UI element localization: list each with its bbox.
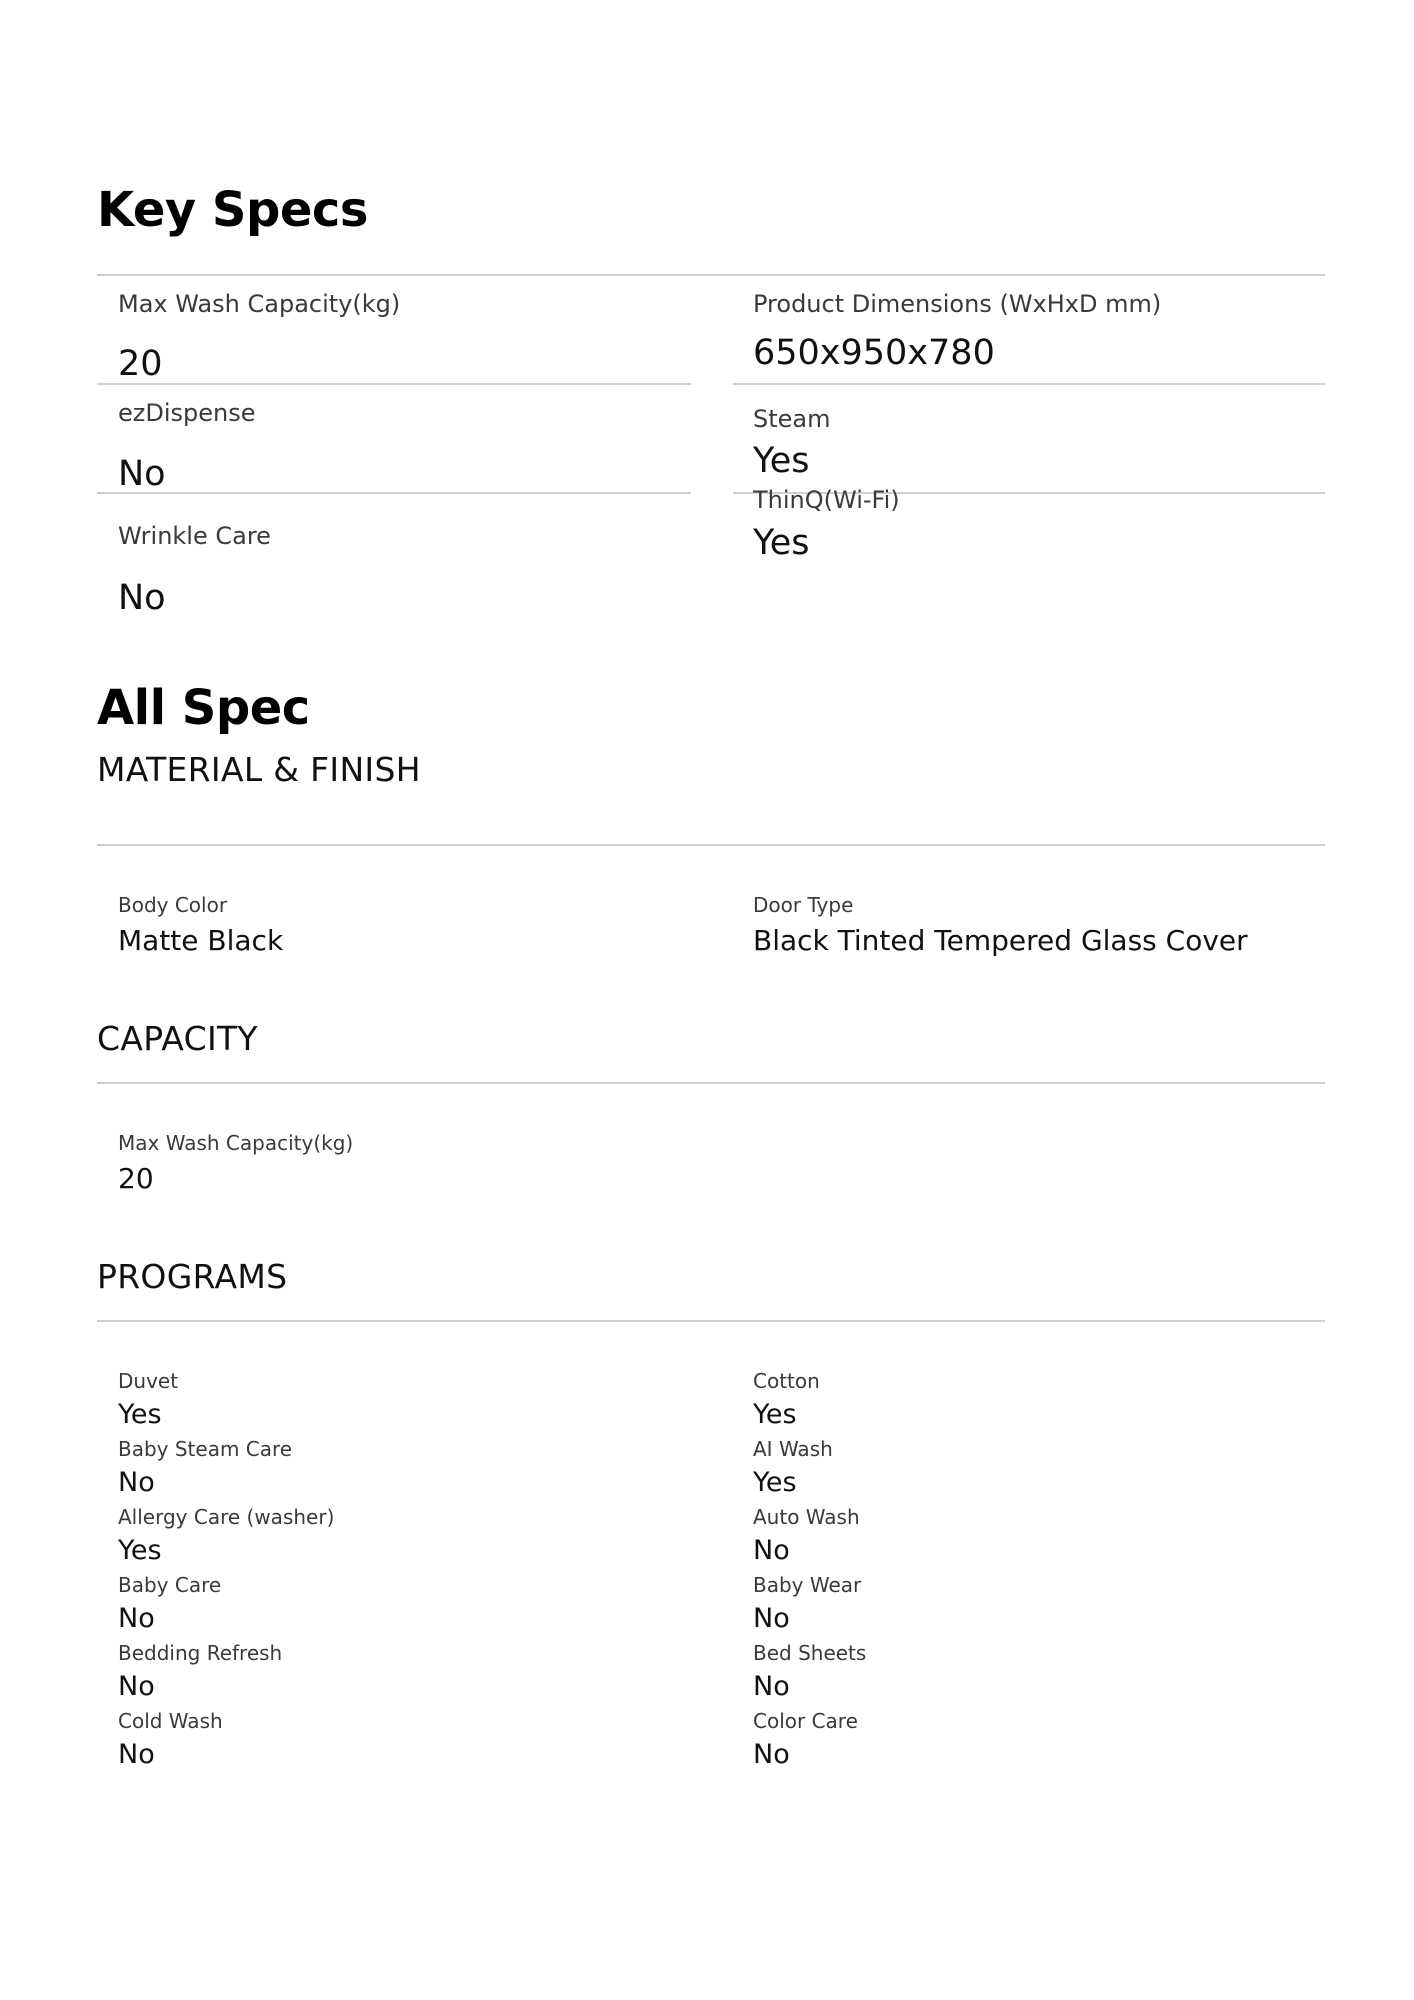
- spec-value-auto-wash: No: [753, 1535, 790, 1566]
- section-title-programs: PROGRAMS: [97, 1257, 288, 1296]
- divider: [733, 383, 1325, 385]
- spec-value-max-wash-capacity: 20: [118, 1162, 154, 1195]
- all-spec-title: All Spec: [97, 680, 310, 736]
- spec-value-baby-care: No: [118, 1603, 155, 1634]
- divider: [97, 844, 1325, 846]
- spec-value-door-type: Black Tinted Tempered Glass Cover: [753, 924, 1248, 957]
- spec-value-baby-wear: No: [753, 1603, 790, 1634]
- spec-value-thinq-wifi: Yes: [753, 523, 810, 563]
- spec-label-body-color: Body Color: [118, 893, 228, 917]
- spec-value-cold-wash: No: [118, 1739, 155, 1770]
- spec-value-color-care: No: [753, 1739, 790, 1770]
- section-title-material-finish: MATERIAL & FINISH: [97, 750, 421, 789]
- spec-value-ai-wash: Yes: [753, 1467, 797, 1498]
- spec-value-wrinkle-care: No: [118, 578, 166, 618]
- spec-label-wrinkle-care: Wrinkle Care: [118, 522, 271, 550]
- spec-label-thinq-wifi: ThinQ(Wi-Fi): [753, 486, 900, 514]
- divider: [97, 274, 1325, 276]
- spec-value-max-wash-capacity: 20: [118, 344, 163, 384]
- spec-value-cotton: Yes: [753, 1399, 797, 1430]
- spec-value-duvet: Yes: [118, 1399, 162, 1430]
- spec-value-baby-steam-care: No: [118, 1467, 155, 1498]
- spec-label-max-wash-capacity: Max Wash Capacity(kg): [118, 1131, 354, 1155]
- divider: [97, 383, 691, 385]
- spec-label-auto-wash: Auto Wash: [753, 1505, 860, 1529]
- spec-label-bed-sheets: Bed Sheets: [753, 1641, 867, 1665]
- divider: [97, 1320, 1325, 1322]
- spec-label-baby-wear: Baby Wear: [753, 1573, 862, 1597]
- spec-value-body-color: Matte Black: [118, 924, 284, 957]
- spec-label-allergy-care: Allergy Care (washer): [118, 1505, 335, 1529]
- spec-label-ai-wash: AI Wash: [753, 1437, 833, 1461]
- spec-label-baby-steam-care: Baby Steam Care: [118, 1437, 293, 1461]
- spec-label-duvet: Duvet: [118, 1369, 179, 1393]
- spec-value-bed-sheets: No: [753, 1671, 790, 1702]
- spec-value-allergy-care: Yes: [118, 1535, 162, 1566]
- spec-label-bedding-refresh: Bedding Refresh: [118, 1641, 283, 1665]
- spec-value-steam: Yes: [753, 441, 810, 481]
- spec-label-door-type: Door Type: [753, 893, 854, 917]
- spec-label-ezdispense: ezDispense: [118, 399, 256, 427]
- spec-label-steam: Steam: [753, 405, 831, 433]
- spec-value-ezdispense: No: [118, 454, 166, 494]
- spec-label-product-dimensions: Product Dimensions (WxHxD mm): [753, 290, 1162, 318]
- spec-label-cold-wash: Cold Wash: [118, 1709, 223, 1733]
- divider: [97, 492, 691, 494]
- section-title-capacity: CAPACITY: [97, 1019, 258, 1058]
- spec-label-color-care: Color Care: [753, 1709, 858, 1733]
- divider: [97, 1082, 1325, 1084]
- spec-label-max-wash-capacity: Max Wash Capacity(kg): [118, 290, 401, 318]
- spec-value-bedding-refresh: No: [118, 1671, 155, 1702]
- spec-value-product-dimensions: 650x950x780: [753, 333, 995, 373]
- spec-label-cotton: Cotton: [753, 1369, 820, 1393]
- spec-label-baby-care: Baby Care: [118, 1573, 222, 1597]
- key-specs-title: Key Specs: [97, 182, 368, 238]
